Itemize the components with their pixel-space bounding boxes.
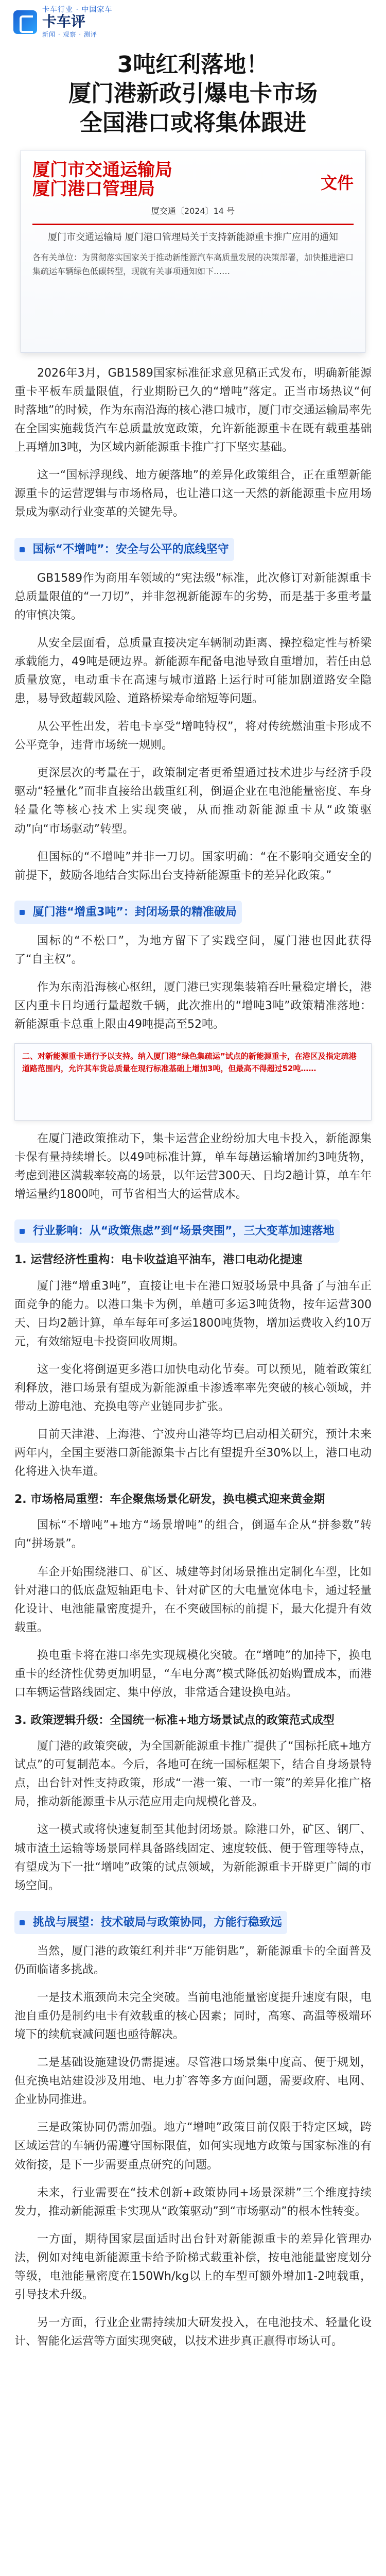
paragraph: 未来，行业需要在“技术创新+政策协同+场景深耕”三个维度持续发力，推动新能源重卡实现从“政策驱动”到“市场驱动”的根本性转变。	[14, 2186, 372, 2218]
paragraph: 这一“国标浮现线、地方硬落地”的差异化政策组合，正在重塑新能源重卡的运营逻辑与市场格局，也让港口这一天然的新能源重卡应用场景成为驱动行业变革的关键先导。	[14, 469, 372, 519]
bottom-spacer	[14, 2360, 372, 2391]
header	[0, 0, 386, 44]
section-heading-1	[14, 538, 234, 561]
paragraph: 从安全层面看，总质量直接决定车辆制动距离、操控稳定性与桥梁承载能力，49吨是硬边界。新能源车配备电池导致自重增加，若任由总质量放宽，电动重卡在高速与城市道路上运行时可能加剧道路安全隐患，易导致超载风险、道路桥梁寿命缩短等问题。	[14, 636, 372, 706]
section-marker-icon	[20, 910, 25, 915]
paragraph: 这一模式或将快速复制至其他封闭场景。除港口外，矿区、钢厂、城市渣土运输等场景同样具备路线固定、速度较低、便于管理等特点，有望成为下一批“增吨”政策的试点领域，为新能源重卡开辟更广阔的市场空间。	[14, 1823, 372, 1892]
article-title	[17, 50, 369, 138]
paragraph: 厦门港“增重3吨”，直接让电卡在港口短驳场景中具备了与油车正面竞争的能力。以港口集卡为例，单趟可多运3吨货物，按年运营300天、日均2趟计算，单车每年可多运1800吨货物，增加运费收入约10万元，有效缩短电卡投资回收周期。	[14, 1279, 372, 1348]
paragraph: 一方面，期待国家层面适时出台针对新能源重卡的差异化管理办法，例如对纯电新能源重卡给予阶梯式载重补偿，按电池能量密度划分等级，电池能量密度在150Wh/kg以上的车型可额外增加1-2吨载重，引导技术升级。	[14, 2232, 372, 2302]
paragraph: 三是政策协同仍需加强。地方“增吨”政策目前仅限于特定区域，跨区域运营的车辆仍需遵守国标限值，如何实现地方政策与国家标准的有效衔接，是下一步需要重点研究的问题。	[14, 2121, 372, 2172]
section-heading-text: 厦门港“增重3吨”：封闭场景的精准破局	[32, 905, 237, 919]
paragraph: 这一变化将倒逼更多港口加快电动化节奏。可以预见，随着政策红利释放，港口场景有望成为新能源重卡渗透率率先突破的核心领域，并带动上游电池、充换电等产业链同步扩张。	[14, 1363, 372, 1413]
paragraph: 作为东南沿海核心枢纽，厦门港已实现集装箱吞吐量稳定增长，港区内重卡日均通行量超数千辆，此次推出的“增吨3吨”政策精准落地：新能源重卡总重上限由49吨提高至52吨。	[14, 980, 372, 1031]
section-heading-4	[14, 1911, 287, 1934]
section-heading-3	[14, 1219, 340, 1243]
paragraph: 在厦门港政策推动下，集卡运营企业纷纷加大电卡投入，新能源集卡保有量持续增长。以49吨标准计算，单车每趟运输增加约3吨货物，考虑到港区满载率较高的场景，以年运营300天、日均2趟计算，单车年增运量约1800吨，可节省相当大的运营成本。	[14, 1132, 372, 1201]
document-header	[21, 150, 365, 199]
list-item: 3. 政策逻辑升级：全国统一标准+地方场景试点的政策范式成型	[14, 1714, 335, 1727]
logo-text	[42, 6, 112, 38]
title-line-3: 全国港口或将集体跟进	[80, 109, 306, 136]
paragraph: 2026年3月，GB1589国家标准征求意见稿正式发布，明确新能源重卡平板车质量限值，行业期盼已久的“增吨”落定。正当市场热议“何时落地”的时候，作为东南沿海的核心港口城市，厦门市交通运输局率先在全国实施载货汽车总质量放宽政策，允许新能源重卡在既有载重基础上再增加3吨，为区域内新能源重卡推广打下坚实基础。	[14, 366, 372, 454]
paragraph: 更深层次的考量在于，政策制定者更希望通过技术进步与经济手段驱动“轻量化”而非直接给出载重红利，倒逼企业在电池能量密度、车身轻量化等核心技术上实现突破，从而推动新能源重卡从“政策驱动”向“市场驱动”转型。	[14, 767, 372, 836]
document-org: 厦门市交通运输局 厦门港口管理局	[32, 159, 172, 200]
document-excerpt-image	[14, 1043, 372, 1121]
section-heading-2	[14, 901, 242, 924]
brand-logo	[13, 6, 112, 38]
section-marker-icon	[20, 1920, 25, 1925]
document-image	[21, 150, 365, 353]
logo-icon	[13, 10, 37, 34]
logo-sub-text: 新闻 · 观察 · 测评	[42, 31, 97, 38]
paragraph: 但国标的“不增吨”并非一刀切。国家明确：“在不影响交通安全的前提下，鼓励各地结合实际出台支持新能源重卡的差异化政策。”	[14, 850, 372, 882]
title-line-1: 3吨红利落地！	[117, 52, 269, 78]
title-line-2: 厦门港新政引爆电卡市场	[68, 80, 318, 107]
paragraph: 厦门港的政策突破，为全国新能源重卡推广提供了“国标托底+地方试点”的可复制范本。今后，各地可在统一国标框架下，结合自身场景特点，出台针对性支持政策，形成“一港一策、一市一策”的差异化推广格局，推动新能源重卡从示范应用走向规模化普及。	[14, 1740, 372, 1809]
paragraph: 车企开始围绕港口、矿区、城建等封闭场景推出定制化车型，比如针对港口的低底盘短轴距电卡、针对矿区的大电量宽体电卡，通过轻量化设计、电池能量密度提升，在不突破国标的前提下，最大化提升有效载重。	[14, 1565, 372, 1634]
logo-main-text: 卡车评	[42, 13, 86, 30]
paragraph: 国标“不增吨”+地方“场景增吨”的组合，倒逼车企从“拼参数”转向“拼场景”。	[14, 1519, 372, 1551]
article-content	[0, 364, 386, 2391]
document-subtitle: 厦门市交通运输局 厦门港口管理局关于支持新能源重卡推广应用的通知	[48, 231, 338, 243]
excerpt-text	[22, 1050, 364, 1075]
paragraph: GB1589作为商用车领域的“宪法级”标准，此次修订对新能源重卡总质量限值的“一刀切”，并非忽视新能源车的劣势，而是基于多重考量的审慎决策。	[14, 571, 372, 622]
document-number: 厦交通〔2024〕14 号	[151, 206, 235, 216]
paragraph: 一是技术瓶颈尚未完全突破。当前电池能量密度提升速度有限，电池自重仍是制约电卡有效载重的核心因素；同时，高寒、高温等极端环境下的续航衰减问题也亟待解决。	[14, 1991, 372, 2042]
paragraph: 国标的“不松口”，为地方留下了实践空间，厦门港也因此获得了“自主权”。	[14, 934, 372, 966]
section-heading-text: 国标“不增吨”：安全与公平的底线坚守	[32, 543, 229, 556]
document-body: 各有关单位：为贯彻落实国家关于推动新能源汽车高质量发展的决策部署，加快推进港口集疏运车辆绿色低碳转型，现就有关事项通知如下……	[32, 252, 354, 276]
document-wen: 文件	[320, 173, 354, 193]
paragraph: 另一方面，行业企业需持续加大研发投入，在电池技术、轻量化设计、智能化运营等方面实现突破，以技术进步真正赢得市场认可。	[14, 2316, 372, 2348]
list-item: 1. 运营经济性重构：电卡收益追平油车，港口电动化提速	[14, 1253, 303, 1267]
section-marker-icon	[20, 547, 25, 552]
impact-list	[14, 1251, 372, 1895]
paragraph: 当然，厦门港的政策红利并非“万能钥匙”，新能源重卡的全面普及仍面临诸多挑战。	[14, 1944, 372, 1976]
section-heading-text: 行业影响：从“政策焦虑”到“场景突围”，三大变革加速落地	[32, 1225, 335, 1238]
paragraph: 从公平性出发，若电卡享受“增吨特权”，将对传统燃油重卡形成不公平竞争，违背市场统一规则。	[14, 720, 372, 752]
section-marker-icon	[20, 1229, 25, 1234]
excerpt-highlight: 二、对新能源重卡通行予以支持。纳入厦门港“绿色集疏运”试点的新能源重卡，在港区及指定疏港道路范围内，允许其车货总质量在现行标准基础上增加3吨，但最高不得超过52吨……	[22, 1052, 357, 1074]
logo-top-text: 卡车行业 · 中国家车	[42, 5, 113, 14]
document-red-rule	[32, 224, 354, 225]
section-heading-text: 挑战与展望：技术破局与政策协同，方能行稳致远	[32, 1916, 282, 1929]
paragraph: 目前天津港、上海港、宁波舟山港等均已启动相关研究，预计未来两年内，全国主要港口新能源集卡占比有望提升至30%以上，港口电动化将进入快车道。	[14, 1428, 372, 1479]
list-item: 2. 市场格局重塑：车企聚焦场景化研发，换电模式迎来黄金期	[14, 1493, 325, 1506]
paragraph: 二是基础设施建设仍需提速。尽管港口场景集中度高、便于规划，但充换电站建设涉及用地、电力扩容等多方面问题，需要政府、电网、企业协同推进。	[14, 2056, 372, 2107]
title-block	[0, 44, 386, 141]
paragraph: 换电重卡将在港口率先实现规模化突破。在“增吨”的加持下，换电重卡的经济性优势更加明显，“车电分离”模式降低初始购置成本，而港口车辆运营路线固定、集中停放，非常适合建设换电站。	[14, 1649, 372, 1699]
